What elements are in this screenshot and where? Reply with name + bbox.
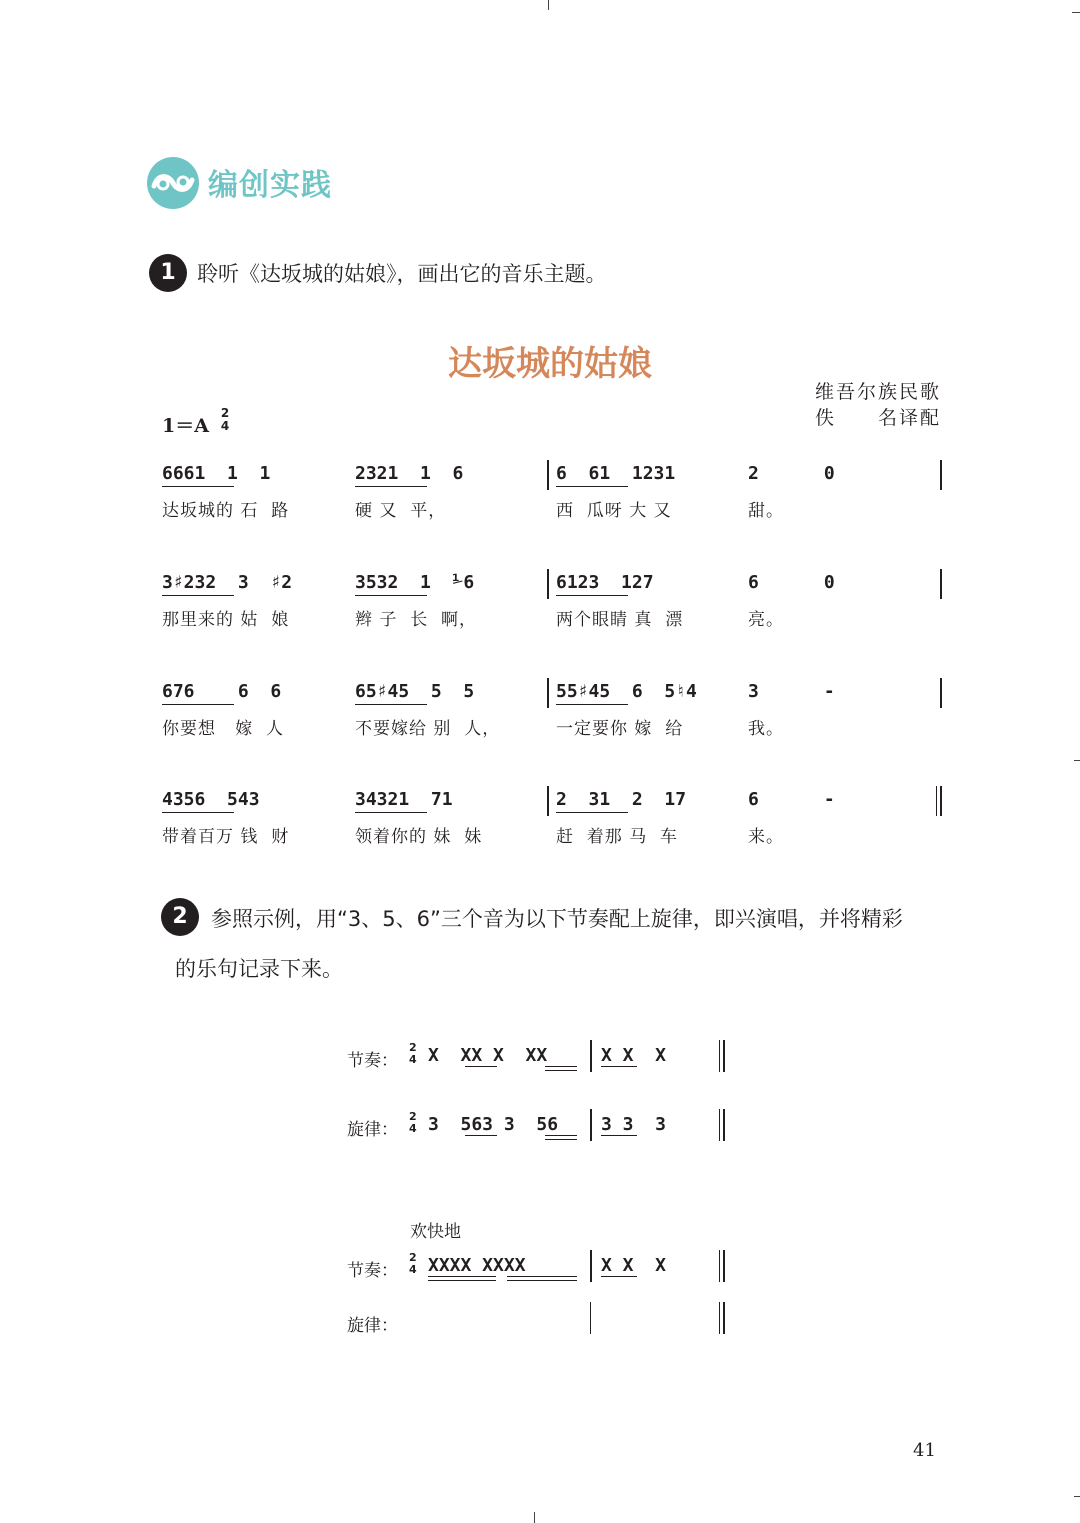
- task-number-badge: 1: [149, 254, 187, 292]
- lyrics-segment: 领着你的 妹 妹: [355, 827, 483, 847]
- beam: [556, 595, 628, 596]
- beam: [556, 812, 628, 813]
- time-signature: 2 4: [409, 1041, 417, 1066]
- page-number: 41: [913, 1440, 936, 1461]
- score-measure-notes: 6 61 1231: [556, 463, 676, 484]
- score-measure-notes: 65♯45 5 5: [355, 681, 475, 702]
- barline: [940, 569, 942, 599]
- lyrics-segment: 两个眼睛 真 漂: [556, 610, 684, 630]
- rhythm-label: 节奏：: [347, 1051, 398, 1071]
- barline: [547, 569, 549, 599]
- score-measure-notes: 6 0: [748, 572, 835, 593]
- beam: [355, 704, 427, 705]
- barline: [940, 678, 942, 708]
- song-origin: 维吾尔族民歌: [815, 381, 942, 403]
- lyrics-segment: 辫 子 长 啊，: [355, 610, 478, 630]
- beam: [601, 1066, 637, 1067]
- beam: [507, 1280, 577, 1281]
- score-measure-notes: 34321 71: [355, 789, 453, 810]
- final-barline: [940, 786, 942, 816]
- lyrics-segment: 亮。: [748, 610, 784, 630]
- barline: [590, 1250, 592, 1282]
- rhythm-measure-1: X XX X XX: [428, 1045, 548, 1066]
- beam: [355, 595, 427, 596]
- beam: [162, 486, 234, 487]
- time-signature: 2 4: [409, 1251, 417, 1276]
- score-measure-notes: 6 -: [748, 789, 835, 810]
- beam: [545, 1066, 577, 1067]
- section-logo-icon: [146, 156, 200, 210]
- crop-mark: [1074, 1496, 1080, 1497]
- crop-mark: [534, 1512, 535, 1523]
- melody-label: 旋律：: [347, 1316, 398, 1336]
- beam: [601, 1135, 637, 1136]
- barline: [590, 1302, 591, 1334]
- beam: [355, 812, 427, 813]
- lyrics-segment: 西 瓜呀 大 又: [556, 501, 672, 521]
- beam: [355, 486, 427, 487]
- beam: [465, 1135, 497, 1136]
- beam: [545, 1139, 577, 1140]
- score-measure-notes: 3532 1 ⅟6: [355, 572, 475, 593]
- beam: [556, 486, 628, 487]
- task-instruction-cont: 的乐句记录下来。: [175, 957, 343, 981]
- lyrics-segment: 带着百万 钱 财: [162, 827, 290, 847]
- time-signature: 2 4: [409, 1110, 417, 1135]
- beam: [545, 1135, 577, 1136]
- section-title: 编创实践: [208, 168, 332, 203]
- final-barline: [723, 1109, 725, 1141]
- score-measure-notes: 676 6 6: [162, 681, 282, 702]
- score-measure-notes: 3♯232 3 ♯2: [162, 572, 293, 593]
- final-barline: [723, 1040, 725, 1072]
- beam: [507, 1276, 577, 1277]
- lyrics-segment: 来。: [748, 827, 784, 847]
- barline: [940, 460, 942, 490]
- final-barline: [936, 786, 937, 816]
- lyrics-segment: 硬 又 平，: [355, 501, 447, 521]
- melody-measure-2: 3 3 3: [601, 1114, 667, 1135]
- final-barline: [719, 1250, 720, 1282]
- lyrics-segment: 那里来的 姑 娘: [162, 610, 290, 630]
- score-measure-notes: 55♯45 6 5♮4: [556, 681, 697, 702]
- melody-label: 旋律：: [347, 1120, 398, 1140]
- crop-mark: [1072, 12, 1080, 13]
- barline: [547, 678, 549, 708]
- task-instruction: 参照示例，用“3、5、6”三个音为以下节奏配上旋律，即兴演唱，并将精彩: [211, 907, 903, 931]
- melody-measure-1: 3 563 3 56: [428, 1114, 559, 1135]
- beam: [601, 1276, 637, 1277]
- task-number-badge: 2: [161, 898, 199, 936]
- final-barline: [723, 1302, 725, 1334]
- beam: [556, 704, 628, 705]
- crop-mark: [548, 0, 549, 10]
- lyrics-segment: 我。: [748, 719, 784, 739]
- song-translator: 佚 名译配: [815, 407, 942, 429]
- beam: [545, 1070, 577, 1071]
- lyrics-segment: 你要想 嫁 人: [162, 719, 285, 739]
- rhythm-measure-2: X X X: [601, 1045, 667, 1066]
- crop-mark: [1074, 760, 1080, 761]
- lyrics-segment: 不要嫁给 别 人，: [355, 719, 501, 739]
- score-measure-notes: 4356 543: [162, 789, 260, 810]
- task-instruction: 聆听《达坂城的姑娘》，画出它的音乐主题。: [197, 262, 607, 286]
- beam: [465, 1066, 497, 1067]
- tempo-marking: 欢快地: [410, 1222, 461, 1242]
- beam: [162, 704, 234, 705]
- lyrics-segment: 一定要你 嫁 给: [556, 719, 684, 739]
- beam: [162, 595, 234, 596]
- final-barline: [723, 1250, 725, 1282]
- score-measure-notes: 2 31 2 17: [556, 789, 687, 810]
- lyrics-segment: 达坂城的 石 路: [162, 501, 290, 521]
- beam: [162, 812, 234, 813]
- beam: [428, 1280, 496, 1281]
- lyrics-segment: 赶 着那 马 车: [556, 827, 679, 847]
- rhythm-measure-2: X X X: [601, 1255, 667, 1276]
- key-signature: 1＝A: [162, 415, 209, 437]
- rhythm-label: 节奏：: [347, 1261, 398, 1281]
- final-barline: [719, 1109, 720, 1141]
- barline: [547, 786, 549, 816]
- rhythm-measure-1: XXXX XXXX: [428, 1255, 526, 1276]
- score-measure-notes: 2321 1 6: [355, 463, 464, 484]
- barline: [590, 1040, 592, 1072]
- barline: [547, 460, 549, 490]
- time-signature: 2 4: [220, 406, 230, 433]
- song-title: 达坂城的姑娘: [448, 344, 652, 384]
- score-measure-notes: 6661 1 1: [162, 463, 271, 484]
- beam: [428, 1276, 496, 1277]
- barline: [590, 1109, 592, 1141]
- final-barline: [719, 1302, 720, 1334]
- score-measure-notes: 6123 127: [556, 572, 654, 593]
- lyrics-segment: 甜。: [748, 501, 784, 521]
- final-barline: [719, 1040, 720, 1072]
- score-measure-notes: 3 -: [748, 681, 835, 702]
- score-measure-notes: 2 0: [748, 463, 835, 484]
